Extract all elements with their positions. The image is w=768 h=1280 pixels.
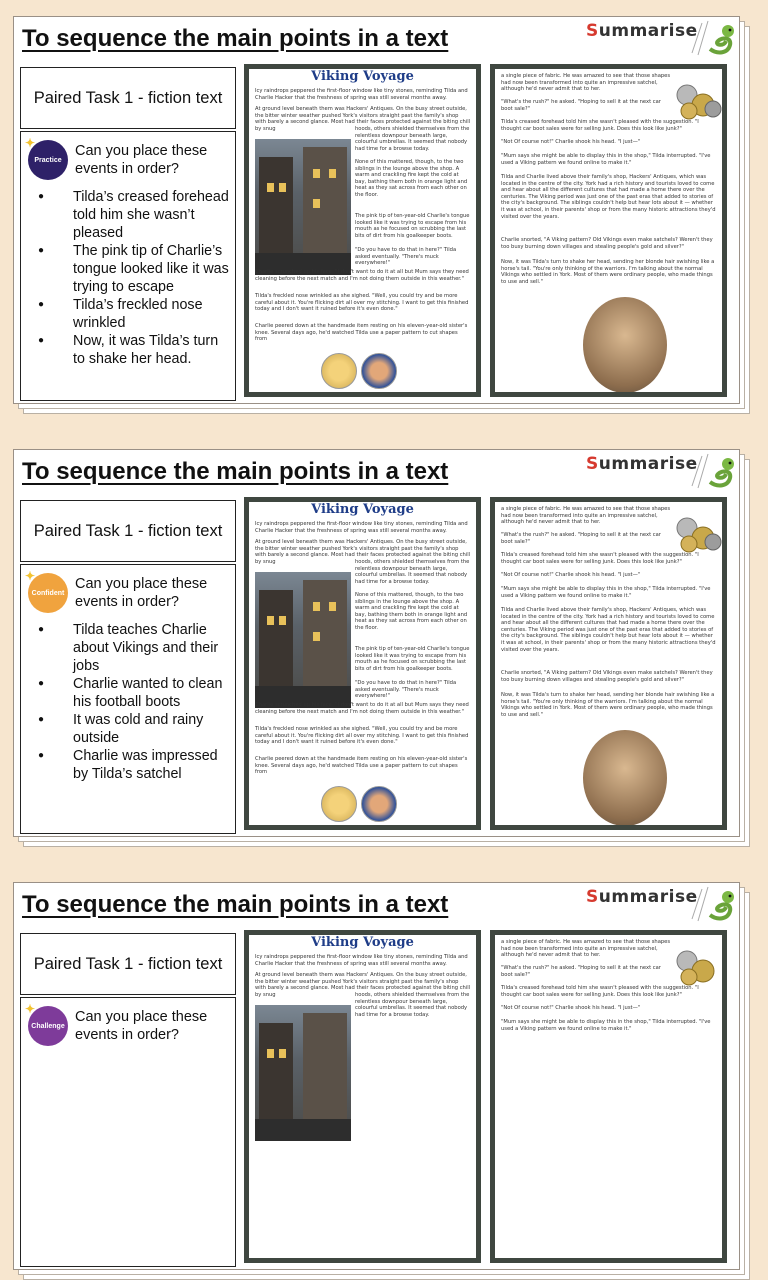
family-illustration (583, 730, 667, 825)
question-text: Can you place these events in order? (75, 143, 208, 177)
summarise-logo: Summarise (586, 21, 698, 41)
task-label: Paired Task 1 - fiction text (20, 500, 236, 562)
slide-2 (13, 449, 740, 837)
event-list (35, 621, 231, 783)
story-page-2: a single piece of fabric. He was amazed to see that those shapes had now been transformed into quite an impressive satchel, although he'd never admit that to her. "What's the rush?" he asked. "Hoping to sell it at the next car boot sale?" Tilda's creased forehead told him she wasn't pleased with the suggestion. "I thought car boot sales were for selling junk. Does this look like junk?" "Not Of course not!" Charlie shook his head. "I just—" "Mum says she might be able to display this in the shop," Tilda interrupted. "I've used a Viking pattern we found online to make it." Tilda and Charlie lived above their family's shop, Hackers' Antiques, which was located in the centre of the city. York had a rich history and tourists loved to come and hear about all the different cultures that had made a home there over the centuries. The Viking period was just one of the past eras that added to stories of the city's background. The siblings couldn't help but hear lots about it — whether it was at school, in their parents' shop or from the many historic attractions they'd visited over the years. Charlie snorted, "A Viking pattern? Old Vikings even make satchels? Weren't they too busy burning down villages and stealing people's gold and silver?" Now, it was Tilda's turn to shake her head, sending her blonde hair swishing like a horse's tail. "You're only thinking of the warriors. I'm talking about the normal Vikings who settled in York. Most of them were ordinary people, who made things to use and sell." (490, 497, 727, 830)
question-panel (20, 564, 236, 834)
coins-icon (673, 947, 722, 987)
slide-3 (13, 882, 740, 1043)
slide-card (13, 449, 740, 837)
challenge-badge: ✦ Challenge (28, 1006, 68, 1046)
question-text: Can you place these events in order? (75, 576, 208, 610)
tilda-avatar (321, 786, 357, 822)
charlie-avatar (361, 353, 397, 389)
street-illustration (255, 572, 351, 708)
list-item: ● The pink tip of Charlie’s tongue looked like it was trying to escape (35, 242, 231, 296)
slide-1 (13, 16, 740, 404)
story-title: Viking Voyage (311, 502, 414, 517)
snake-mascot-icon (688, 885, 736, 923)
charlie-avatar (361, 786, 397, 822)
slide-title: To sequence the main points in a text (22, 25, 449, 52)
street-illustration (255, 139, 351, 275)
question-panel (20, 997, 236, 1267)
list-item: ● Now, it was Tilda’s turn to shake her head. (35, 332, 231, 368)
story-page-1: Viking Voyage Icy raindrops peppered the first-floor window like tiny stones, reminding Tilda and Charlie Hacker that the freshness of spring was still several months away. At ground level beneath them was Hackers' Antiques. On the busy street outside, the bitter winter weather pushed York's visitors straight past the family's shop with barely a second glance. Most had their faces protected against the biting chill by snug hoods, others shielded themselves from the relentless downpour beneath large, colourful umbrellas. It seemed that nobody had time for a browse today. (244, 930, 481, 1263)
task-label: Paired Task 1 - fiction text (20, 933, 236, 995)
story-title: Viking Voyage (311, 935, 414, 950)
street-illustration (255, 1005, 351, 1141)
slide-card (13, 16, 740, 404)
slide-title: To sequence the main points in a text (22, 891, 449, 918)
list-item: ● Tilda teaches Charlie about Vikings and their jobs (35, 621, 231, 675)
coins-icon (673, 81, 722, 121)
story-page-2: a single piece of fabric. He was amazed to see that those shapes had now been transformed into quite an impressive satchel, although he'd never admit that to her. "What's the rush?" he asked. "Hoping to sell it at the next car boot sale?" Tilda's creased forehead told him she wasn't pleased with the suggestion. "I thought car boot sales were for selling junk. Does this look like junk?" "Not Of course not!" Charlie shook his head. "I just—" "Mum says she might be able to display this in the shop," Tilda interrupted. "I've used a Viking pattern we found online to make it." Tilda and Charlie lived above their family's shop, Hackers' Antiques, which was located in the centre of the city. York had a rich history and tourists loved to come and hear about all the different cultures that had made a home there over the centuries. The Viking period was just one of the past eras that added to stories of the city's background. The siblings couldn't help but hear lots about it — whether it was at school, in their parents' shop or from the many historic attractions they'd visited over the years. Charlie snorted, "A Viking pattern? Old Vikings even make satchels? Weren't they too busy burning down villages and stealing people's gold and silver?" Now, it was Tilda's turn to shake her head, sending her blonde hair swishing like a horse's tail. "You're only thinking of the warriors. I'm talking about the normal Vikings who settled in York. Most of them were ordinary people, who made things to use and sell." (490, 64, 727, 397)
family-illustration (583, 297, 667, 392)
list-item: ● It was cold and rainy outside (35, 711, 231, 747)
question-text: Can you place these events in order? (75, 1009, 208, 1043)
tilda-avatar (321, 353, 357, 389)
slide-title: To sequence the main points in a text (22, 458, 449, 485)
snake-mascot-icon (688, 19, 736, 57)
snake-mascot-icon (688, 452, 736, 490)
event-list (35, 188, 231, 368)
practice-badge: ✦ Practice (28, 140, 68, 180)
list-item: ● Charlie was impressed by Tilda’s satchel (35, 747, 231, 783)
story-page-1: Viking Voyage Icy raindrops peppered the first-floor window like tiny stones, reminding Tilda and Charlie Hacker that the freshness of spring was still several months away. At ground level beneath them was Hackers' Antiques. On the busy street outside, the bitter winter weather pushed York's visitors straight past the family's shop with barely a second glance. Most had their faces protected against the biting chill by snug hoods, others shielded themselves from the relentless downpour beneath large, colourful umbrellas. It seemed that nobody had time for a browse today. None of this mattered, though, to the two siblings in the lounge above the shop. A warm and crackling fire kept the cold at bay, bathing them both in orange light and heat as they sat across from each other on the floor. The pink tip of ten-year-old Charlie's tongue looked like it was trying to escape from his mouth as he focused on scrubbing the last bits of dirt from his goalkeeper boots. "Do you have to do that in here?" Tilda asked eventually. "There's muck everywhere!" Charlie scrunched up his face. "I don't want to do it at all but Mum says they need cleaning before the next match and I'm not doing them outside in this weather." Tilda's freckled nose wrinkled as she sighed. "Well, you could try and be more careful about it. You're flicking dirt all over my stitching. I want to get this finished today and I don't want it ruined before it's even done." Charlie peered down at the handmade item resting on his eleven-year-old sister's knee. Several days ago, he'd watched Tilda use a paper pattern to cut shapes from (244, 64, 481, 397)
list-item: ● Tilda’s freckled nose wrinkled (35, 296, 231, 332)
story-page-2: a single piece of fabric. He was amazed to see that those shapes had now been transformed into quite an impressive satchel, although he'd never admit that to her. "What's the rush?" he asked. "Hoping to sell it at the next car boot sale?" Tilda's creased forehead told him she wasn't pleased with the suggestion. "I thought car boot sales were for selling junk. Does this look like junk?" "Not Of course not!" Charlie shook his head. "I just—" "Mum says she might be able to display this in the shop," Tilda interrupted. "I've used a Viking pattern we found online to make it." (490, 930, 727, 1263)
task-label: Paired Task 1 - fiction text (20, 67, 236, 129)
summarise-logo: Summarise (586, 887, 698, 907)
summarise-logo: Summarise (586, 454, 698, 474)
coins-icon (673, 514, 722, 554)
story-title: Viking Voyage (311, 69, 414, 84)
slide-card (13, 882, 740, 1270)
confident-badge: ✦ Confident (28, 573, 68, 613)
story-page-1: Viking Voyage Icy raindrops peppered the first-floor window like tiny stones, reminding Tilda and Charlie Hacker that the freshness of spring was still several months away. At ground level beneath them was Hackers' Antiques. On the busy street outside, the bitter winter weather pushed York's visitors straight past the family's shop with barely a second glance. Most had their faces protected against the biting chill by snug hoods, others shielded themselves from the relentless downpour beneath large, colourful umbrellas. It seemed that nobody had time for a browse today. None of this mattered, though, to the two siblings in the lounge above the shop. A warm and crackling fire kept the cold at bay, bathing them both in orange light and heat as they sat across from each other on the floor. The pink tip of ten-year-old Charlie's tongue looked like it was trying to escape from his mouth as he focused on scrubbing the last bits of dirt from his goalkeeper boots. "Do you have to do that in here?" Tilda asked eventually. "There's muck everywhere!" Charlie scrunched up his face. "I don't want to do it at all but Mum says they need cleaning before the next match and I'm not doing them outside in this weather." Tilda's freckled nose wrinkled as she sighed. "Well, you could try and be more careful about it. You're flicking dirt all over my stitching. I want to get this finished today and I don't want it ruined before it's even done." Charlie peered down at the handmade item resting on his eleven-year-old sister's knee. Several days ago, he'd watched Tilda use a paper pattern to cut shapes from (244, 497, 481, 830)
list-item: ● Charlie wanted to clean his football boots (35, 675, 231, 711)
list-item: ● Tilda’s creased forehead told him she wasn’t pleased (35, 188, 231, 242)
question-panel (20, 131, 236, 401)
